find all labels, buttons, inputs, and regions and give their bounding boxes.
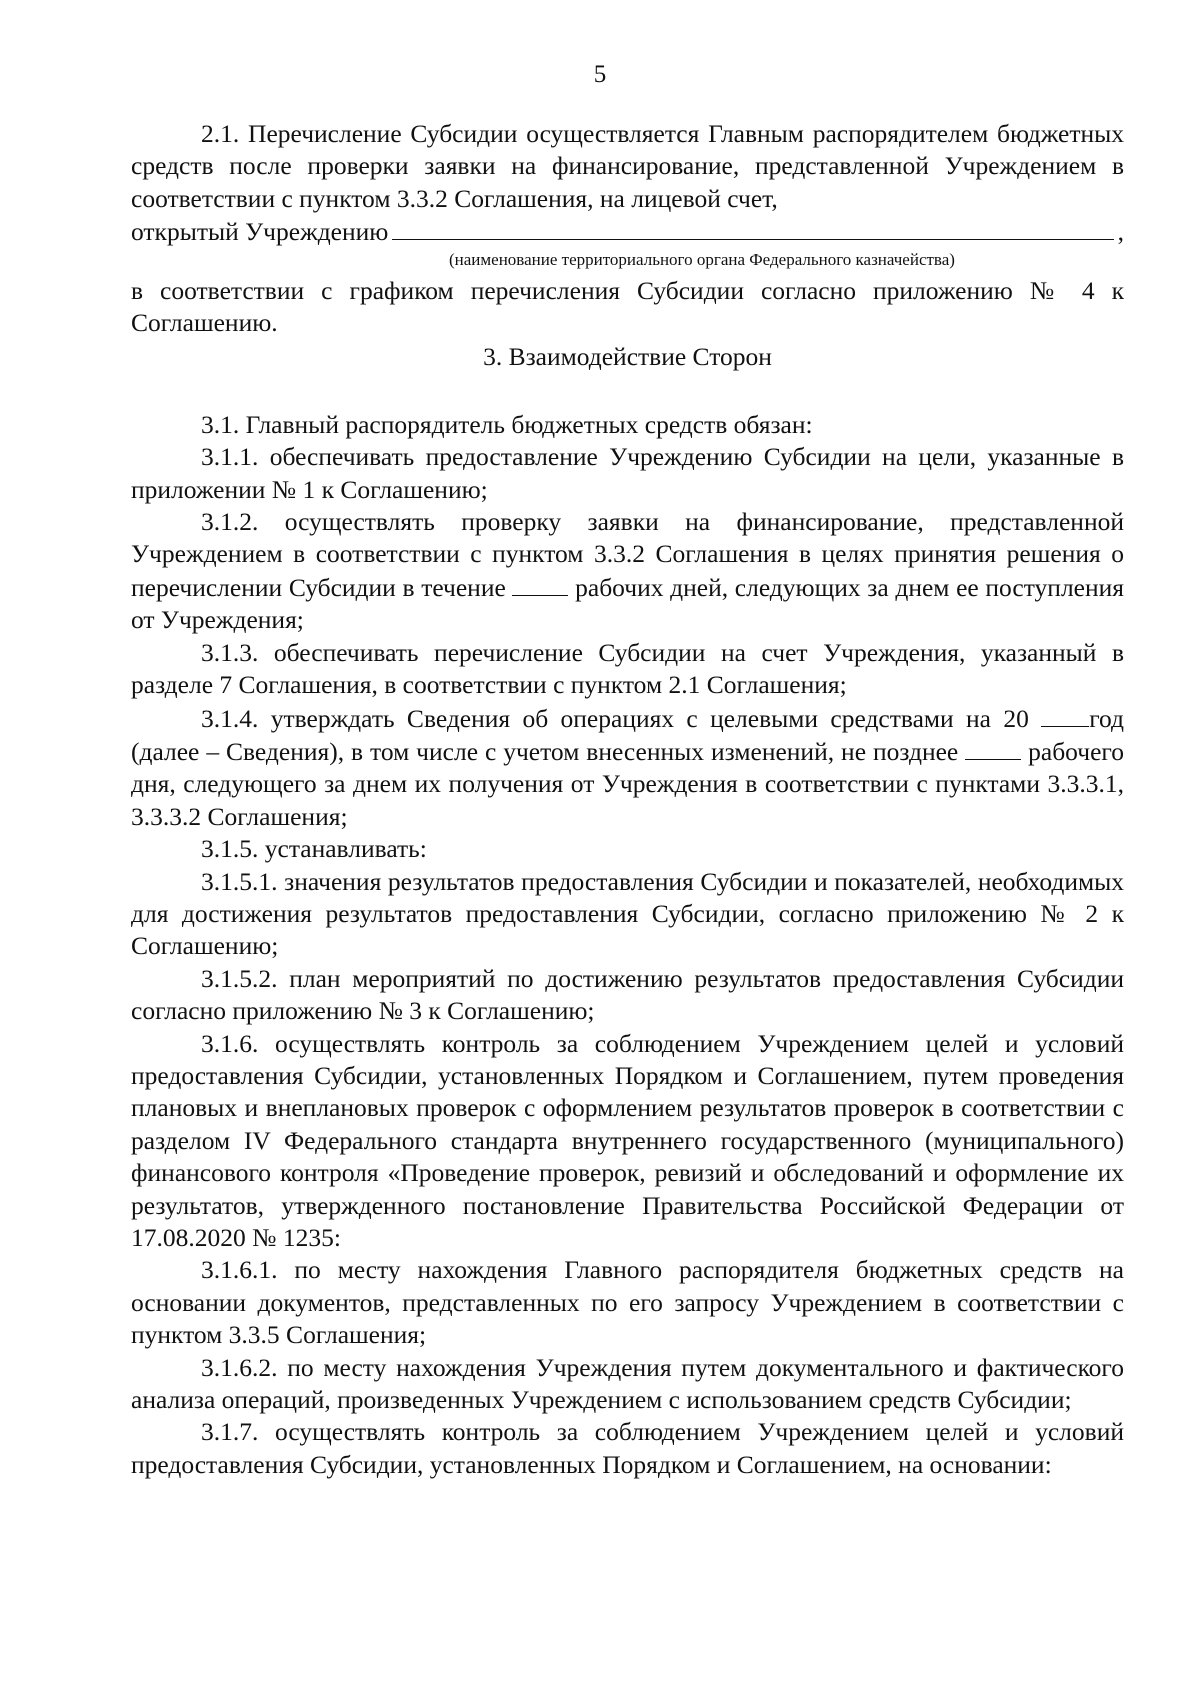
- document-body: [131, 118, 1124, 1481]
- paragraph-3-1-5: 3.1.5. устанавливать:: [201, 834, 427, 864]
- paragraph-3-1-6-2: 3.1.6.2. по месту нахождения Учреждения путем документального и фактического анализа операций, произведенных Учреждением с использованием средств Субсидии;: [131, 1352, 1124, 1415]
- paragraph-2-1: 2.1. Перечисление Субсидии осуществляется Главным распорядителем бюджетных средств после проверки заявки на финансирование, представленной Учреждением в соответствии с пунктом 3.3.2 Соглашения, на лицевой счет,: [131, 119, 1124, 213]
- paragraph-3-1-2-text-b: рабочих дней, следующих за днем ее поступления от Учреждения;: [131, 572, 1125, 635]
- paragraph-3-1-7: 3.1.7. осуществлять контроль за соблюдением Учреждением целей и условий предоставления Субсидии, установленных Порядком и Соглашением, на основании:: [131, 1417, 1124, 1479]
- paragraph-3-1-2-text-a: 3.1.2. осуществлять проверку заявки на финансирование, представленной Учреждением в соответствии с пунктом 3.3.2 Соглашения в целях принятия решения о перечислении Субсидии в течение: [131, 507, 1124, 602]
- paragraph-2-1-continued: в соответствии с графиком перечисления Субсидии согласно приложению № 4 к Соглашению.: [131, 275, 1124, 338]
- paragraph-3-1-3: 3.1.3. обеспечивать перечисление Субсидии на счет Учреждения, указанный в разделе 7 Соглашения, в соответствии с пунктом 2.1 Соглашения;: [131, 637, 1124, 700]
- paragraph-3-1-4-text-c: рабочего дня, следующего за днем их получения от Учреждения в соответствии с пунктами 3.3.3.1, 3.3.3.2 Соглашения;: [131, 736, 1124, 831]
- working-day-blank[interactable]: [965, 735, 1021, 760]
- account-line-comma: ,: [1117, 217, 1124, 247]
- section-heading: 3. Взаимодействие Сторон: [483, 342, 772, 372]
- year-blank[interactable]: [1041, 702, 1089, 727]
- paragraph-3-1-1: 3.1.1. обеспечивать предоставление Учреждению Субсидии на цели, указанные в приложении № 1 к Соглашению;: [131, 442, 1124, 504]
- days-blank[interactable]: [512, 571, 568, 596]
- account-line-label: открытый Учреждению: [131, 217, 389, 247]
- page-number: 5: [593, 61, 607, 88]
- paragraph-3-1-4-text-a: 3.1.4. утверждать Сведения об операциях с целевыми средствами на 20: [201, 703, 1029, 733]
- paragraph-3-1-5-1: 3.1.5.1. значения результатов предоставления Субсидии и показателей, необходимых для достижения результатов предоставления Субсидии, согласно приложению № 2 к Соглашению;: [131, 866, 1124, 961]
- paragraph-3-1-5-2: 3.1.5.2. план мероприятий по достижению результатов предоставления Субсидии согласно приложению № 3 к Соглашению;: [131, 963, 1124, 1026]
- blank-caption: (наименование территориального органа Федерального казначейства): [449, 249, 955, 269]
- paragraph-3-1: 3.1. Главный распорядитель бюджетных средств обязан:: [201, 409, 813, 439]
- treasury-name-blank[interactable]: [392, 215, 1113, 240]
- paragraph-3-1-6-1: 3.1.6.1. по месту нахождения Главного распорядителя бюджетных средств на основании документов, представленных по его запросу Учреждением в соответствии с пунктом 3.3.5 Соглашения;: [131, 1255, 1124, 1350]
- account-line: [131, 215, 1124, 248]
- paragraph-3-1-4: [131, 702, 1124, 834]
- paragraph-3-1-2: [131, 506, 1124, 637]
- paragraph-3-1-6: 3.1.6. осуществлять контроль за соблюдением Учреждением целей и условий предоставления Субсидии, установленных Порядком и Соглашением, путем проведения плановых и внеплановых проверок с оформлением результатов проверок в соответствии с разделом IV Федерального стандарта внутреннего государственного (муниципального) финансового контроля «Проведение проверок, ревизий и обследований и оформление их результатов, утвержденного постановление Правительства Российской Федерации от 17.08.2020 № 1235:: [131, 1028, 1124, 1252]
- paragraph-3-1-4-text-b: год (далее – Сведения), в том числе с учетом внесенных изменений, не позднее: [131, 703, 1125, 766]
